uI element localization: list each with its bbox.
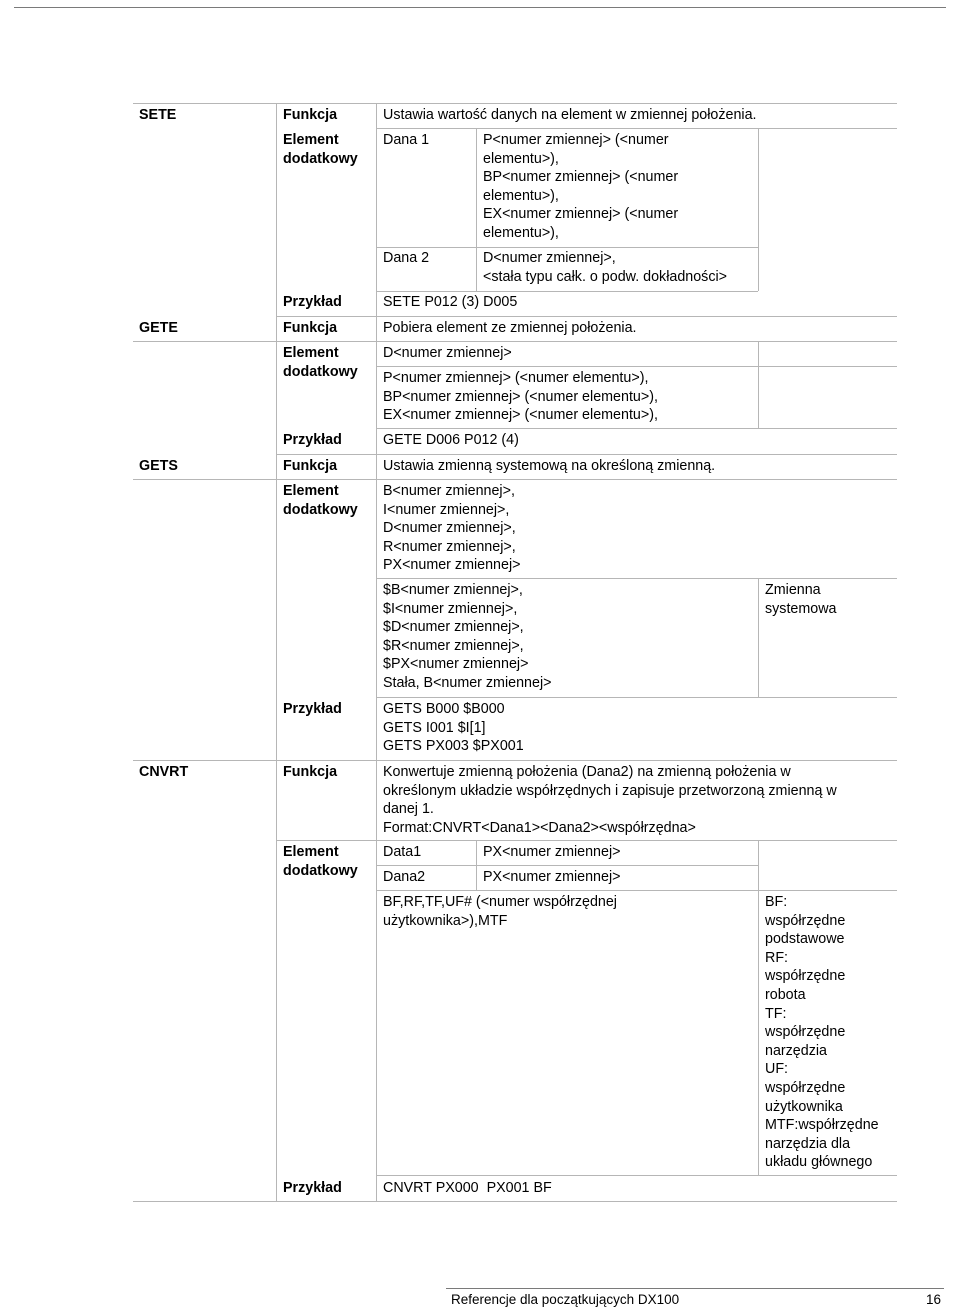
table-bottom-rule: [133, 1201, 897, 1202]
row-rule: [377, 128, 897, 129]
cnvrt-dana2-value: PX<numer zmiennej>: [483, 869, 621, 885]
row-rule: [133, 479, 897, 480]
row-rule: [277, 840, 897, 841]
command-name-cnvrt: CNVRT: [139, 764, 189, 780]
sete-dana1-value: P<numer zmiennej> (<numer elementu>), BP<numer zmiennej> (<numer elementu>), EX<numer zmiennej> (<numer elementu>),: [483, 132, 679, 241]
label-element-dodatkowy: Element dodatkowy: [283, 132, 358, 167]
sete-dana1-label: Dana 1: [383, 132, 430, 148]
cnvrt-data1-value: PX<numer zmiennej>: [483, 844, 621, 860]
cnvrt-function-text: Konwertuje zmienną położenia (Dana2) na zmienną położenia w określonym układzie współrzędnych i zapisuje przetworzoną zmienną w danej 1. Format:CNVRT<Dana1><Dana2><współrzędna>: [383, 764, 837, 836]
table-top-rule: [133, 103, 897, 104]
gete-element-2: P<numer zmiennej> (<numer elementu>), BP<numer zmiennej> (<numer elementu>), EX<numer zmiennej> (<numer elementu>),: [383, 370, 658, 424]
column-rule: [476, 128, 477, 291]
cnvrt-coord-note: BF: współrzędne podstawowe RF: współrzędne robota TF: współrzędne narzędzia UF: współrzędne użytkownika MTF:współrzędne narzędzia dla układu głównego: [765, 894, 879, 1171]
gets-example: GETS B000 $B000 GETS I001 $I[1] GETS PX003 $PX001: [383, 701, 524, 755]
row-rule: [377, 291, 758, 292]
command-name-sete: SETE: [139, 107, 177, 123]
gets-function-text: Ustawia zmienną systemową na określoną zmienną.: [383, 458, 716, 474]
row-rule: [133, 760, 897, 761]
row-rule: [377, 865, 758, 866]
top-rule: [14, 7, 946, 8]
row-rule: [377, 890, 897, 891]
sete-dana2-value: D<numer zmiennej>, <stała typu całk. o podw. dokładności>: [483, 250, 727, 285]
label-przyklad: Przykład: [283, 1180, 342, 1196]
row-rule: [277, 316, 897, 317]
cnvrt-data1-label: Data1: [383, 844, 422, 860]
command-name-gets: GETS: [139, 458, 178, 474]
gete-function-text: Pobiera element ze zmiennej położenia.: [383, 320, 637, 336]
label-przyklad: Przykład: [283, 701, 342, 717]
gets-element-1: B<numer zmiennej>, I<numer zmiennej>, D<numer zmiennej>, R<numer zmiennej>, PX<numer zmiennej>: [383, 483, 521, 574]
row-rule: [277, 454, 897, 455]
page-number: 16: [926, 1292, 942, 1307]
sete-function-text: Ustawia wartość danych na element w zmiennej położenia.: [383, 107, 757, 123]
column-rule: [476, 840, 477, 890]
cnvrt-dana2-label: Dana2: [383, 869, 426, 885]
row-rule: [377, 578, 897, 579]
label-przyklad: Przykład: [283, 294, 342, 310]
row-rule: [377, 428, 897, 429]
label-funkcja: Funkcja: [283, 107, 338, 123]
row-rule: [377, 697, 897, 698]
label-funkcja: Funkcja: [283, 764, 338, 780]
column-rule: [758, 840, 759, 1175]
label-funkcja: Funkcja: [283, 458, 338, 474]
gete-element-1: D<numer zmiennej>: [383, 345, 512, 361]
cnvrt-coord-value: BF,RF,TF,UF# (<numer współrzędnej użytkownika>),MTF: [383, 894, 617, 929]
cnvrt-example: CNVRT PX000 PX001 BF: [383, 1180, 552, 1196]
column-rule: [376, 103, 377, 1201]
label-przyklad: Przykład: [283, 432, 342, 448]
column-rule: [758, 341, 759, 428]
label-funkcja: Funkcja: [283, 320, 338, 336]
label-element-dodatkowy: Element dodatkowy: [283, 345, 358, 380]
column-rule: [758, 128, 759, 291]
gete-example: GETE D006 P012 (4): [383, 432, 519, 448]
row-rule: [133, 341, 897, 342]
row-rule: [377, 1175, 897, 1176]
command-name-gete: GETE: [139, 320, 178, 336]
label-element-dodatkowy: Element dodatkowy: [283, 844, 358, 879]
footer-title: Referencje dla początkujących DX100: [451, 1292, 680, 1307]
column-rule: [758, 578, 759, 697]
gets-element-2: $B<numer zmiennej>, $I<numer zmiennej>, $D<numer zmiennej>, $R<numer zmiennej>, $PX<numer zmiennej> Stała, B<numer zmiennej>: [383, 582, 552, 691]
row-rule: [377, 247, 758, 248]
label-element-dodatkowy: Element dodatkowy: [283, 483, 358, 518]
column-rule: [276, 103, 277, 1201]
sete-example: SETE P012 (3) D005: [383, 294, 518, 310]
row-rule: [377, 366, 897, 367]
gets-element-2-note: Zmienna systemowa: [765, 582, 837, 617]
footer-rule: [446, 1288, 944, 1289]
sete-dana2-label: Dana 2: [383, 250, 430, 266]
